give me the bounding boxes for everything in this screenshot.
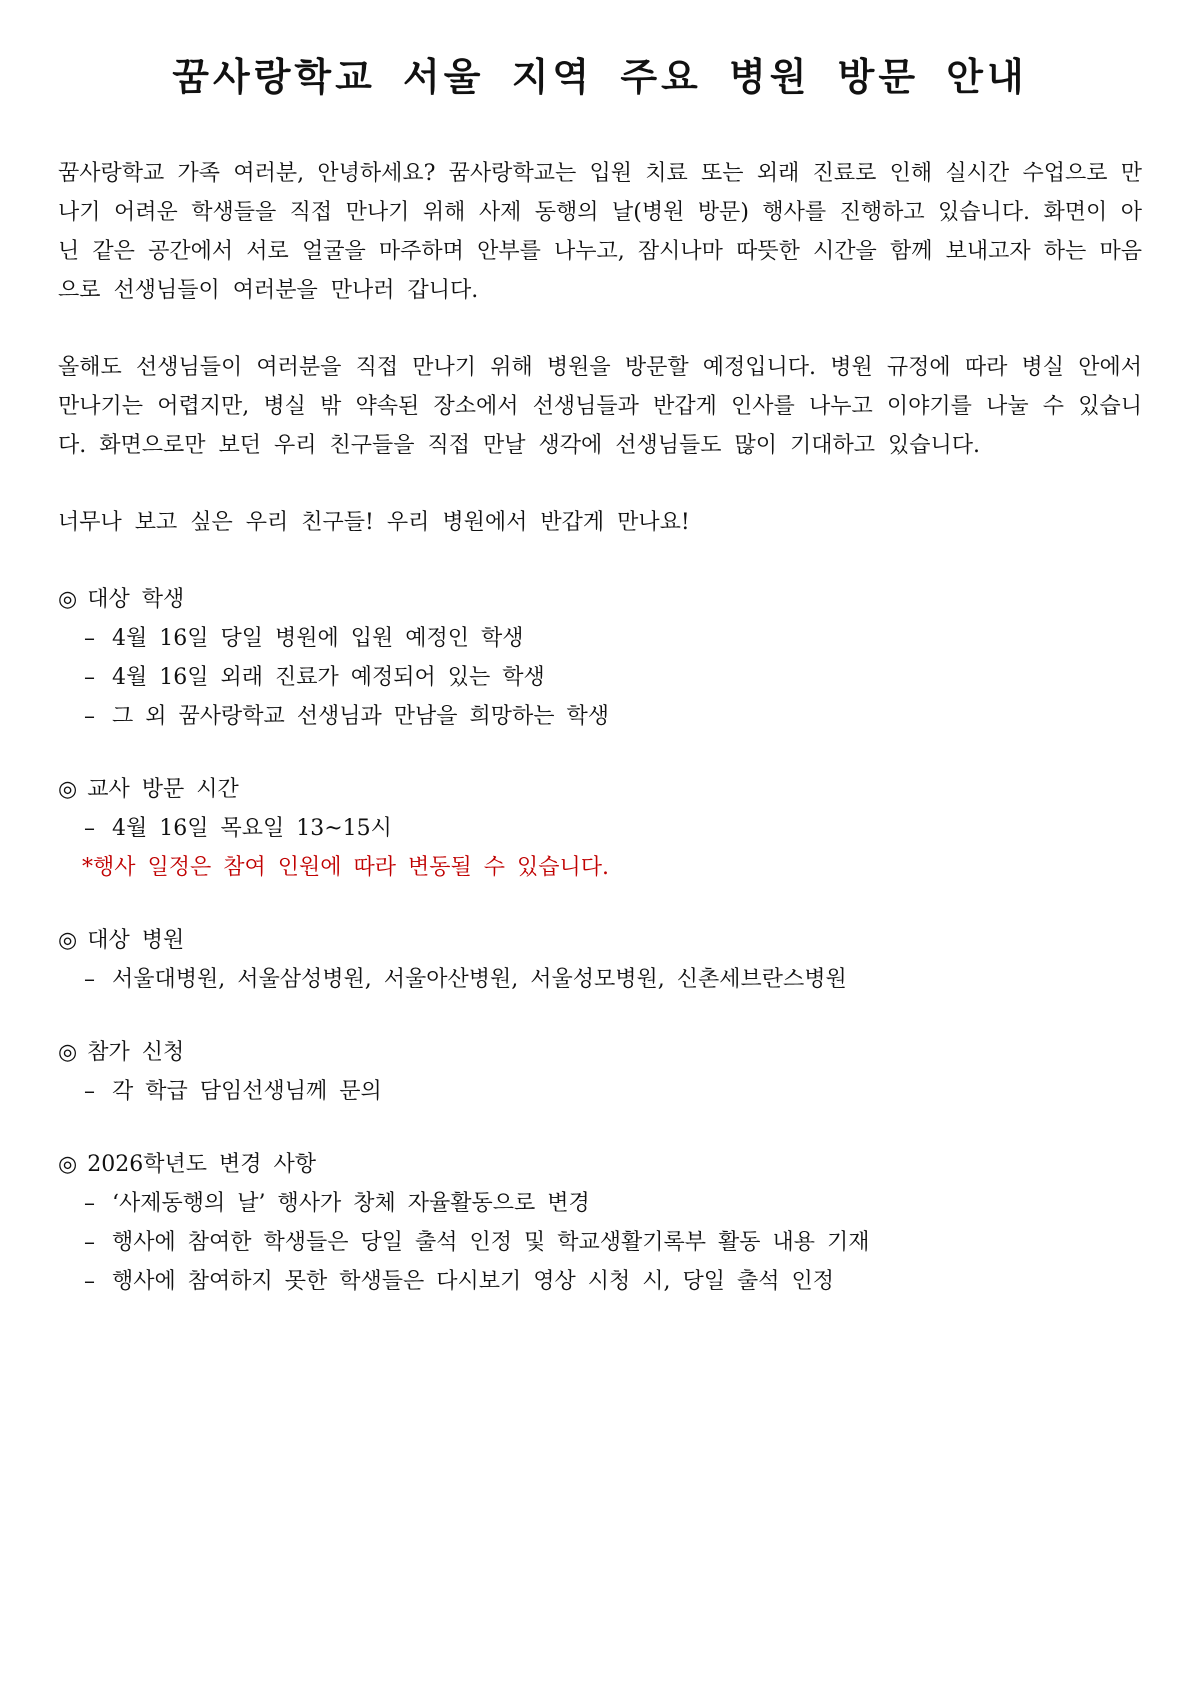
double-circle-icon: ◎ <box>58 928 78 953</box>
section-heading-label: 2026학년도 변경 사항 <box>87 1152 316 1177</box>
list-item-text: 4월 16일 당일 병원에 입원 예정인 학생 <box>112 626 524 651</box>
greeting-paragraph: 너무나 보고 싶은 우리 친구들! 우리 병원에서 반갑게 만나요! <box>58 510 690 535</box>
dash-icon: – <box>84 1269 95 1294</box>
double-circle-icon: ◎ <box>58 1040 78 1065</box>
section-heading <box>58 921 1142 960</box>
section-heading-label: 대상 병원 <box>87 928 185 953</box>
section-changes-2026 <box>58 1145 1142 1301</box>
visit-paragraph: 올해도 선생님들이 여러분을 직접 만나기 위해 병원을 방문할 예정입니다. 병원 규정에 따라 병실 안에서 만나기는 어렵지만, 병실 밖 약속된 장소에서 선생님들과 반갑게 인사를 나누고 이야기를 나눌 수 있습니다. 화면으로만 보던 우리 친구들을 직접 만날 생각에 선생님들도 많이 기대하고 있습니다. <box>58 355 1142 458</box>
dash-icon: – <box>84 967 95 992</box>
section-heading <box>58 770 1142 809</box>
section-heading-label: 참가 신청 <box>87 1040 185 1065</box>
dash-icon: – <box>84 1079 95 1104</box>
list-item <box>58 1223 1142 1262</box>
section-heading <box>58 1033 1142 1072</box>
section-target-students <box>58 580 1142 736</box>
section-visit-time <box>58 770 1142 887</box>
list-item-text: 서울대병원, 서울삼성병원, 서울아산병원, 서울성모병원, 신촌세브란스병원 <box>112 967 847 992</box>
section-target-hospitals <box>58 921 1142 999</box>
dash-icon: – <box>84 1191 95 1216</box>
section-heading <box>58 580 1142 619</box>
list-item <box>58 619 1142 658</box>
section-heading-label: 교사 방문 시간 <box>87 777 239 802</box>
list-item-text: 4월 16일 목요일 13~15시 <box>112 816 392 841</box>
section-heading <box>58 1145 1142 1184</box>
list-item-text: 그 외 꿈사랑학교 선생님과 만남을 희망하는 학생 <box>112 704 610 729</box>
double-circle-icon: ◎ <box>58 587 78 612</box>
dash-icon: – <box>84 1230 95 1255</box>
list-item <box>58 658 1142 697</box>
schedule-change-note: *행사 일정은 참여 인원에 따라 변동될 수 있습니다. <box>82 855 609 880</box>
list-item-text: 4월 16일 외래 진료가 예정되어 있는 학생 <box>112 665 545 690</box>
page-title: 꿈사랑학교 서울 지역 주요 병원 방문 안내 <box>172 54 1028 99</box>
list-item <box>58 1262 1142 1301</box>
list-item-text: 행사에 참여하지 못한 학생들은 다시보기 영상 시청 시, 당일 출석 인정 <box>112 1269 834 1294</box>
list-item <box>58 960 1142 999</box>
list-item <box>58 809 1142 848</box>
dash-icon: – <box>84 626 95 651</box>
section-application <box>58 1033 1142 1111</box>
list-item <box>58 1072 1142 1111</box>
list-item <box>58 1184 1142 1223</box>
dash-icon: – <box>84 704 95 729</box>
dash-icon: – <box>84 816 95 841</box>
list-item-text: 행사에 참여한 학생들은 당일 출석 인정 및 학교생활기록부 활동 내용 기재 <box>112 1230 870 1255</box>
dash-icon: – <box>84 665 95 690</box>
list-item-text: ‘사제동행의 날’ 행사가 창체 자율활동으로 변경 <box>112 1191 590 1216</box>
double-circle-icon: ◎ <box>58 1152 78 1177</box>
list-item <box>58 697 1142 736</box>
list-item-text: 각 학급 담임선생님께 문의 <box>112 1079 382 1104</box>
intro-paragraph: 꿈사랑학교 가족 여러분, 안녕하세요? 꿈사랑학교는 입원 치료 또는 외래 진료로 인해 실시간 수업으로 만나기 어려운 학생들을 직접 만나기 위해 사제 동행의 날(병원 방문) 행사를 진행하고 있습니다. 화면이 아닌 같은 공간에서 서로 얼굴을 마주하며 안부를 나누고, 잠시나마 따뜻한 시간을 함께 보내고자 하는 마음으로 선생님들이 여러분을 만나러 갑니다. <box>58 161 1142 303</box>
section-heading-label: 대상 학생 <box>87 587 185 612</box>
double-circle-icon: ◎ <box>58 777 78 802</box>
